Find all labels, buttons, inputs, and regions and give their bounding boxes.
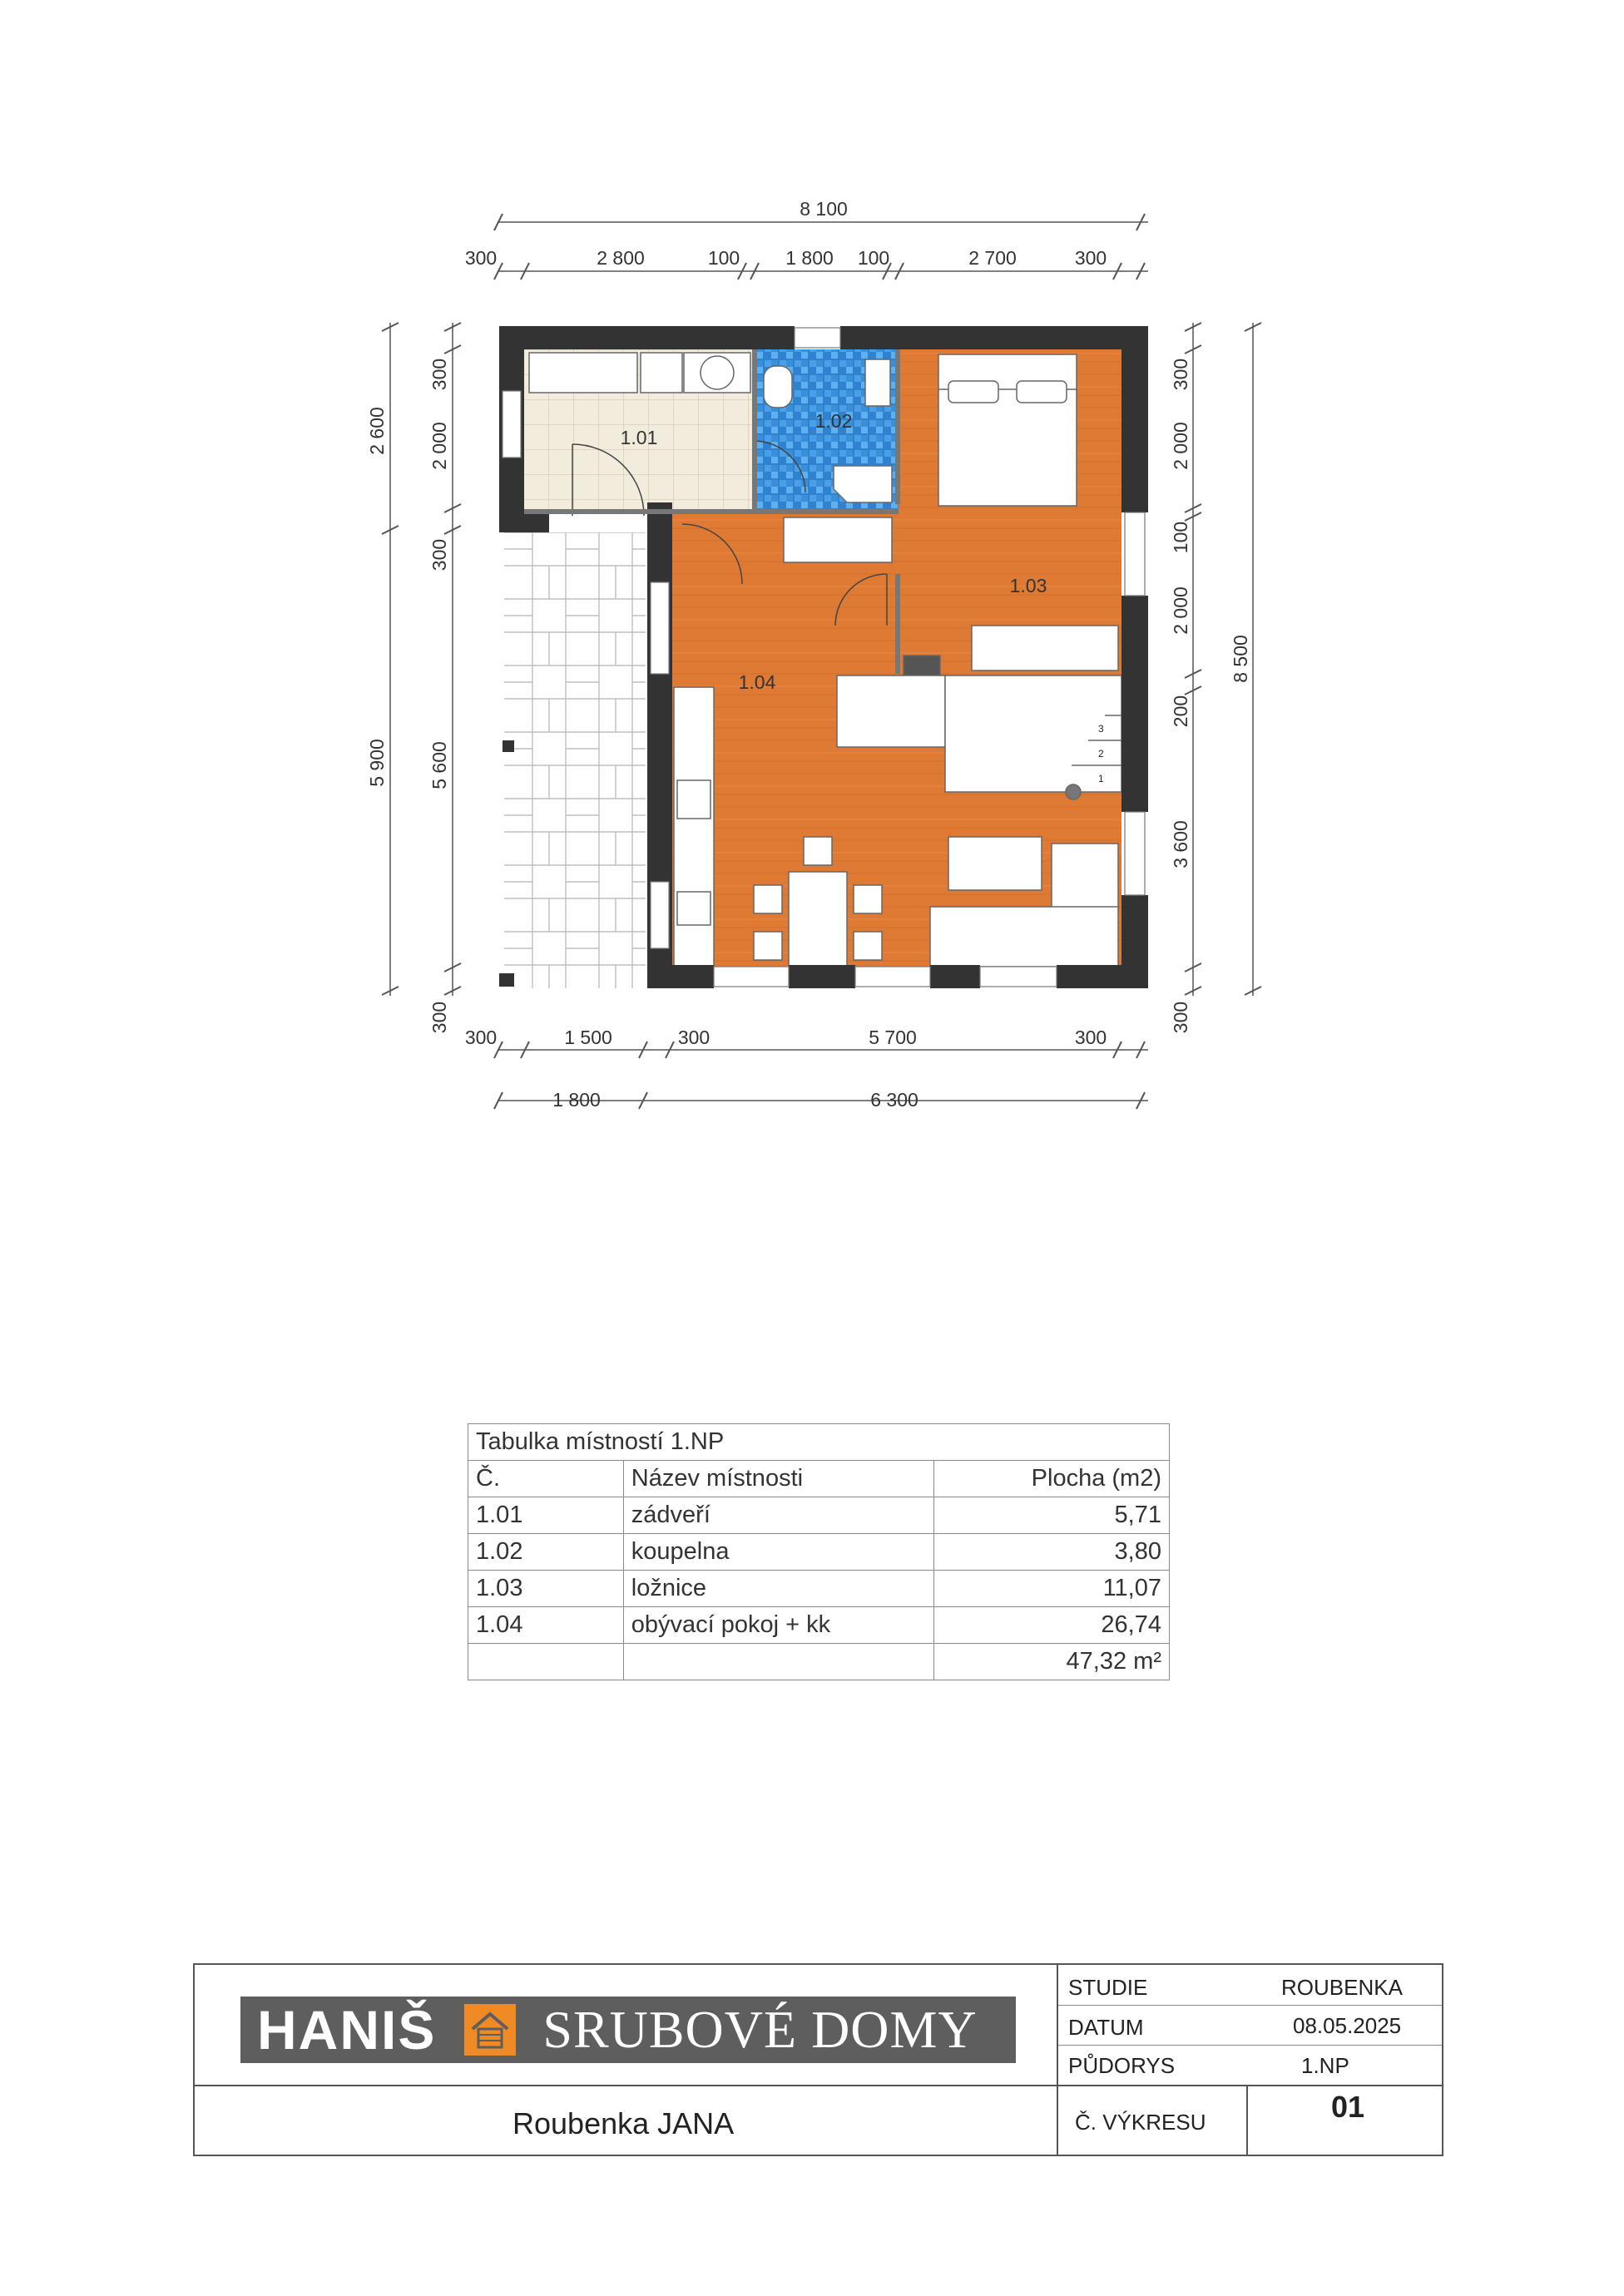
room-label-1-02: 1.02 — [814, 410, 853, 432]
header-area: Plocha (m2) — [934, 1461, 1170, 1497]
chair — [854, 885, 882, 913]
staircase — [945, 675, 1121, 792]
value-studie: ROUBENKA — [1281, 1975, 1403, 2000]
coffee-table — [948, 837, 1042, 890]
row-name: koupelna — [623, 1534, 934, 1571]
dim-top-1: 300 — [464, 247, 498, 269]
room-label-1-01: 1.01 — [620, 427, 658, 448]
sofa-arm — [1052, 844, 1118, 912]
dim-top-7: 300 — [1074, 247, 1107, 269]
title-block — [193, 1963, 1443, 2156]
row-number: 1.03 — [468, 1571, 624, 1607]
dim-right-inner-7: 300 — [1170, 1001, 1191, 1034]
row-area: 5,71 — [934, 1497, 1170, 1534]
dim-bottom-overall-1: 1 800 — [552, 1089, 601, 1111]
header-room-name: Název místnosti — [623, 1461, 934, 1497]
row-number: 1.01 — [468, 1497, 624, 1534]
table-row — [468, 1534, 1170, 1571]
value-pudorys: 1.NP — [1301, 2053, 1349, 2078]
newel-post — [1066, 784, 1081, 799]
table-title-row — [468, 1424, 1170, 1461]
sideboard — [784, 517, 892, 562]
dim-top-5: 100 — [857, 247, 890, 269]
dim-bottom-4: 5 700 — [869, 1027, 917, 1048]
stair-step-2: 2 — [1098, 748, 1104, 760]
dim-bottom-1: 300 — [464, 1027, 498, 1048]
dim-top-6: 2 700 — [968, 247, 1017, 269]
dim-right-inner-6: 3 600 — [1170, 820, 1191, 868]
wardrobe-unit — [641, 353, 682, 393]
logo-text-left: HANIŠ — [257, 1999, 437, 2061]
label-studie: STUDIE — [1068, 1975, 1148, 2000]
shower-tray — [834, 466, 892, 502]
dim-bottom-5: 300 — [1074, 1027, 1107, 1048]
dim-left-inner-5: 300 — [428, 1001, 450, 1034]
total-area: 47,32 m² — [934, 1644, 1170, 1680]
header-number: Č. — [468, 1461, 624, 1497]
label-datum: DATUM — [1068, 2015, 1144, 2040]
chair — [754, 932, 782, 960]
dim-top-2: 2 800 — [597, 247, 645, 269]
table-row — [468, 1497, 1170, 1534]
chair — [804, 837, 832, 865]
dim-top-3: 100 — [707, 247, 740, 269]
logo-text-right: SRUBOVÉ DOMY — [542, 2000, 978, 2059]
dim-left-inner-4: 5 600 — [428, 741, 450, 789]
table-header-row — [468, 1461, 1170, 1497]
dim-right-overall: 8 500 — [1230, 635, 1251, 683]
value-datum: 08.05.2025 — [1293, 2013, 1402, 2038]
dim-top-4: 1 800 — [785, 247, 834, 269]
dim-right-inner-3: 100 — [1170, 521, 1191, 554]
house-icon — [464, 2004, 516, 2056]
drawing-number: 01 — [1331, 2090, 1365, 2124]
stair-step-1: 1 — [1098, 773, 1104, 784]
table-row — [468, 1607, 1170, 1644]
dim-left-outer-2: 5 900 — [366, 739, 388, 787]
dim-left-outer-1: 2 600 — [366, 407, 388, 455]
company-logo — [240, 1997, 1016, 2063]
row-area: 11,07 — [934, 1571, 1170, 1607]
chair — [754, 885, 782, 913]
sink-icon — [865, 359, 890, 406]
terrace-paving — [504, 532, 646, 988]
cooktop — [677, 780, 710, 819]
table-title: Tabulka místností 1.NP — [468, 1424, 1170, 1461]
project-name: Roubenka JANA — [512, 2106, 735, 2140]
row-area: 26,74 — [934, 1607, 1170, 1644]
row-name: ložnice — [623, 1571, 934, 1607]
dim-left-inner-2: 2 000 — [428, 422, 450, 470]
boiler-icon — [701, 356, 734, 389]
label-pudorys: PŮDORYS — [1068, 2053, 1176, 2078]
sofa — [930, 907, 1118, 967]
bedroom-wardrobe — [972, 626, 1118, 670]
dim-left-inner-1: 300 — [428, 358, 450, 391]
row-area: 3,80 — [934, 1534, 1170, 1571]
row-number: 1.02 — [468, 1534, 624, 1571]
chair — [854, 932, 882, 960]
table-total-row — [468, 1644, 1170, 1680]
pillow-left — [948, 381, 998, 403]
room-label-1-04: 1.04 — [738, 671, 776, 693]
kitchen-sink — [677, 892, 710, 925]
room-table — [468, 1423, 1170, 1680]
dim-left-inner-3: 300 — [428, 538, 450, 572]
dining-table — [789, 872, 847, 970]
dim-right-inner-1: 300 — [1170, 358, 1191, 391]
room-label-1-03: 1.03 — [1009, 575, 1047, 596]
stair-step-3: 3 — [1098, 723, 1104, 735]
bed — [938, 389, 1077, 506]
table-row — [468, 1571, 1170, 1607]
toilet-icon — [764, 366, 792, 408]
row-name: obývací pokoj + kk — [623, 1607, 934, 1644]
label-drawing-number: Č. VÝKRESU — [1075, 2110, 1206, 2135]
row-number: 1.04 — [468, 1607, 624, 1644]
dim-top-overall: 8 100 — [800, 198, 848, 220]
entry-bench — [529, 353, 637, 393]
kitchen-island — [837, 675, 945, 747]
dim-bottom-overall-2: 6 300 — [870, 1089, 918, 1111]
dim-right-inner-5: 200 — [1170, 695, 1191, 728]
dim-right-inner-4: 2 000 — [1170, 586, 1191, 635]
dim-right-inner-2: 2 000 — [1170, 422, 1191, 470]
dim-bottom-2: 1 500 — [564, 1027, 612, 1048]
pillow-right — [1017, 381, 1067, 403]
row-name: zádveří — [623, 1497, 934, 1534]
dim-bottom-3: 300 — [677, 1027, 710, 1048]
